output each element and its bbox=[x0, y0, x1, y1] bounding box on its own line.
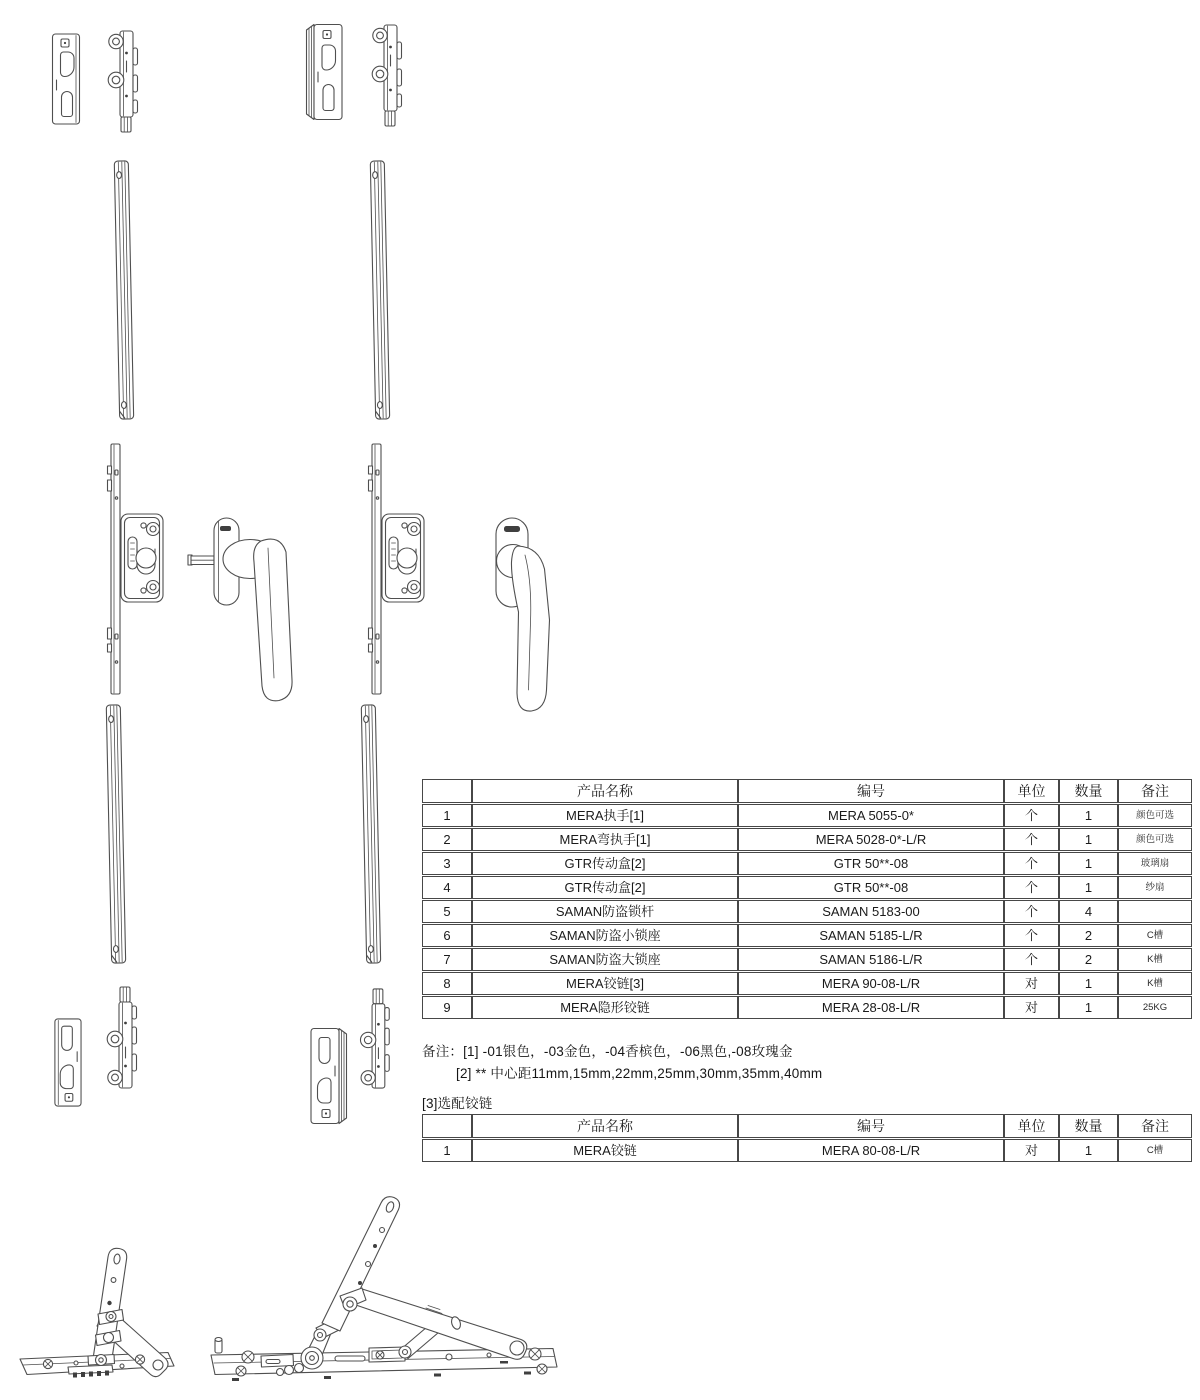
table-cell: 4 bbox=[1059, 900, 1118, 923]
table-cell: C槽 bbox=[1118, 924, 1192, 947]
lock-bar-figure bbox=[110, 158, 138, 424]
table-cell: MERA 80-08-L/R bbox=[738, 1139, 1004, 1162]
optional-hinge-table bbox=[422, 1113, 1192, 1163]
column-header: 备注 bbox=[1118, 1114, 1192, 1138]
table-cell: SAMAN防盗锁杆 bbox=[472, 900, 738, 923]
table-cell: 9 bbox=[422, 996, 472, 1019]
table-cell: 3 bbox=[422, 852, 472, 875]
table-cell: 4 bbox=[422, 876, 472, 899]
column-header: 产品名称 bbox=[472, 779, 738, 803]
table-cell: 1 bbox=[1059, 996, 1118, 1019]
table-cell: GTR 50**-08 bbox=[738, 876, 1004, 899]
column-header: 产品名称 bbox=[472, 1114, 738, 1138]
table-cell: MERA 5028-0*-L/R bbox=[738, 828, 1004, 851]
lock-keeper-3d-figure bbox=[308, 1026, 350, 1126]
table-cell: C槽 bbox=[1118, 1139, 1192, 1162]
table-cell: SAMAN 5183-00 bbox=[738, 900, 1004, 923]
table-row bbox=[422, 972, 1192, 995]
column-header: 单位 bbox=[1004, 1114, 1059, 1138]
column-header: 编号 bbox=[738, 1114, 1004, 1138]
table-cell: 对 bbox=[1004, 972, 1059, 995]
lock-bar-figure bbox=[366, 158, 394, 424]
table-cell: MERA铰链 bbox=[472, 1139, 738, 1162]
table-cell: 1 bbox=[422, 1139, 472, 1162]
table-cell: 1 bbox=[1059, 1139, 1118, 1162]
table-cell: 6 bbox=[422, 924, 472, 947]
table-cell: 2 bbox=[1059, 948, 1118, 971]
table-cell bbox=[1118, 900, 1192, 923]
column-header: 数量 bbox=[1059, 779, 1118, 803]
table-cell: 2 bbox=[422, 828, 472, 851]
column-header: 备注 bbox=[1118, 779, 1192, 803]
table-cell: GTR 50**-08 bbox=[738, 852, 1004, 875]
table-cell: 7 bbox=[422, 948, 472, 971]
table-cell: 1 bbox=[1059, 852, 1118, 875]
table-header-row bbox=[422, 779, 1192, 803]
friction-hinge-large-figure bbox=[204, 1188, 566, 1400]
column-header: 编号 bbox=[738, 779, 1004, 803]
table-cell: SAMAN防盗小锁座 bbox=[472, 924, 738, 947]
table-cell: 个 bbox=[1004, 804, 1059, 827]
table-cell: 1 bbox=[1059, 972, 1118, 995]
lock-rod-connector-figure bbox=[356, 985, 394, 1091]
table-cell: 对 bbox=[1004, 1139, 1059, 1162]
table-cell: K槽 bbox=[1118, 972, 1192, 995]
table-cell: 个 bbox=[1004, 948, 1059, 971]
table-cell: 个 bbox=[1004, 900, 1059, 923]
lock-keeper-3d-figure bbox=[303, 22, 345, 122]
lock-bar-figure bbox=[102, 702, 130, 968]
table-cell: SAMAN防盗大锁座 bbox=[472, 948, 738, 971]
lock-keeper-flat-figure bbox=[50, 1016, 84, 1108]
note-center-distance: [2] ** 中心距11mm,15mm,22mm,25mm,30mm,35mm,40mm bbox=[456, 1066, 823, 1081]
table-row bbox=[422, 828, 1192, 851]
note-colors: 备注：[1] -01银色，-03金色，-04香槟色，-06黑色,-08玫瑰金 bbox=[422, 1044, 793, 1059]
gearbox-bent-handle-assembly-figure bbox=[360, 440, 555, 730]
table-row bbox=[422, 948, 1192, 971]
table-cell: 个 bbox=[1004, 852, 1059, 875]
table-cell: 玻璃扇 bbox=[1118, 852, 1192, 875]
column-header bbox=[422, 1114, 472, 1138]
table-cell: 1 bbox=[1059, 804, 1118, 827]
column-header bbox=[422, 779, 472, 803]
friction-hinge-small-figure bbox=[18, 1238, 180, 1396]
lock-keeper-flat-figure bbox=[50, 32, 84, 127]
table-row bbox=[422, 876, 1192, 899]
table-row bbox=[422, 924, 1192, 947]
table-cell: 1 bbox=[1059, 828, 1118, 851]
table-row bbox=[422, 996, 1192, 1019]
table-cell: 对 bbox=[1004, 996, 1059, 1019]
table-cell: MERA 90-08-L/R bbox=[738, 972, 1004, 995]
table-cell: 1 bbox=[422, 804, 472, 827]
table-cell: MERA弯执手[1] bbox=[472, 828, 738, 851]
table-cell: 个 bbox=[1004, 924, 1059, 947]
table-cell: MERA 28-08-L/R bbox=[738, 996, 1004, 1019]
table-row bbox=[422, 1139, 1192, 1162]
column-header: 单位 bbox=[1004, 779, 1059, 803]
lock-rod-connector-figure bbox=[103, 983, 141, 1091]
table-cell: GTR传动盒[2] bbox=[472, 876, 738, 899]
table-cell: MERA执手[1] bbox=[472, 804, 738, 827]
table-cell: GTR传动盒[2] bbox=[472, 852, 738, 875]
table-cell: 个 bbox=[1004, 828, 1059, 851]
table-cell: SAMAN 5185-L/R bbox=[738, 924, 1004, 947]
gearbox-handle-assembly-figure bbox=[100, 440, 300, 740]
table-cell: MERA 5055-0* bbox=[738, 804, 1004, 827]
table-row bbox=[422, 852, 1192, 875]
table-cell: 1 bbox=[1059, 876, 1118, 899]
table-cell: 个 bbox=[1004, 876, 1059, 899]
table-cell: 5 bbox=[422, 900, 472, 923]
lock-rod-connector-figure bbox=[368, 22, 406, 130]
table-cell: 8 bbox=[422, 972, 472, 995]
table-row bbox=[422, 900, 1192, 923]
lock-bar-figure bbox=[357, 702, 385, 968]
table-cell: 纱扇 bbox=[1118, 876, 1192, 899]
table-cell: 25KG bbox=[1118, 996, 1192, 1019]
table-cell: 2 bbox=[1059, 924, 1118, 947]
table-cell: 颜色可选 bbox=[1118, 804, 1192, 827]
note-optional-hinge: [3]选配铰链 bbox=[422, 1096, 493, 1111]
lock-rod-connector-figure bbox=[104, 28, 142, 136]
parts-table bbox=[422, 778, 1192, 1020]
table-cell: 颜色可选 bbox=[1118, 828, 1192, 851]
table-cell: MERA铰链[3] bbox=[472, 972, 738, 995]
table-cell: MERA隐形铰链 bbox=[472, 996, 738, 1019]
table-header-row bbox=[422, 1114, 1192, 1138]
table-cell: SAMAN 5186-L/R bbox=[738, 948, 1004, 971]
table-cell: K槽 bbox=[1118, 948, 1192, 971]
table-row bbox=[422, 804, 1192, 827]
column-header: 数量 bbox=[1059, 1114, 1118, 1138]
